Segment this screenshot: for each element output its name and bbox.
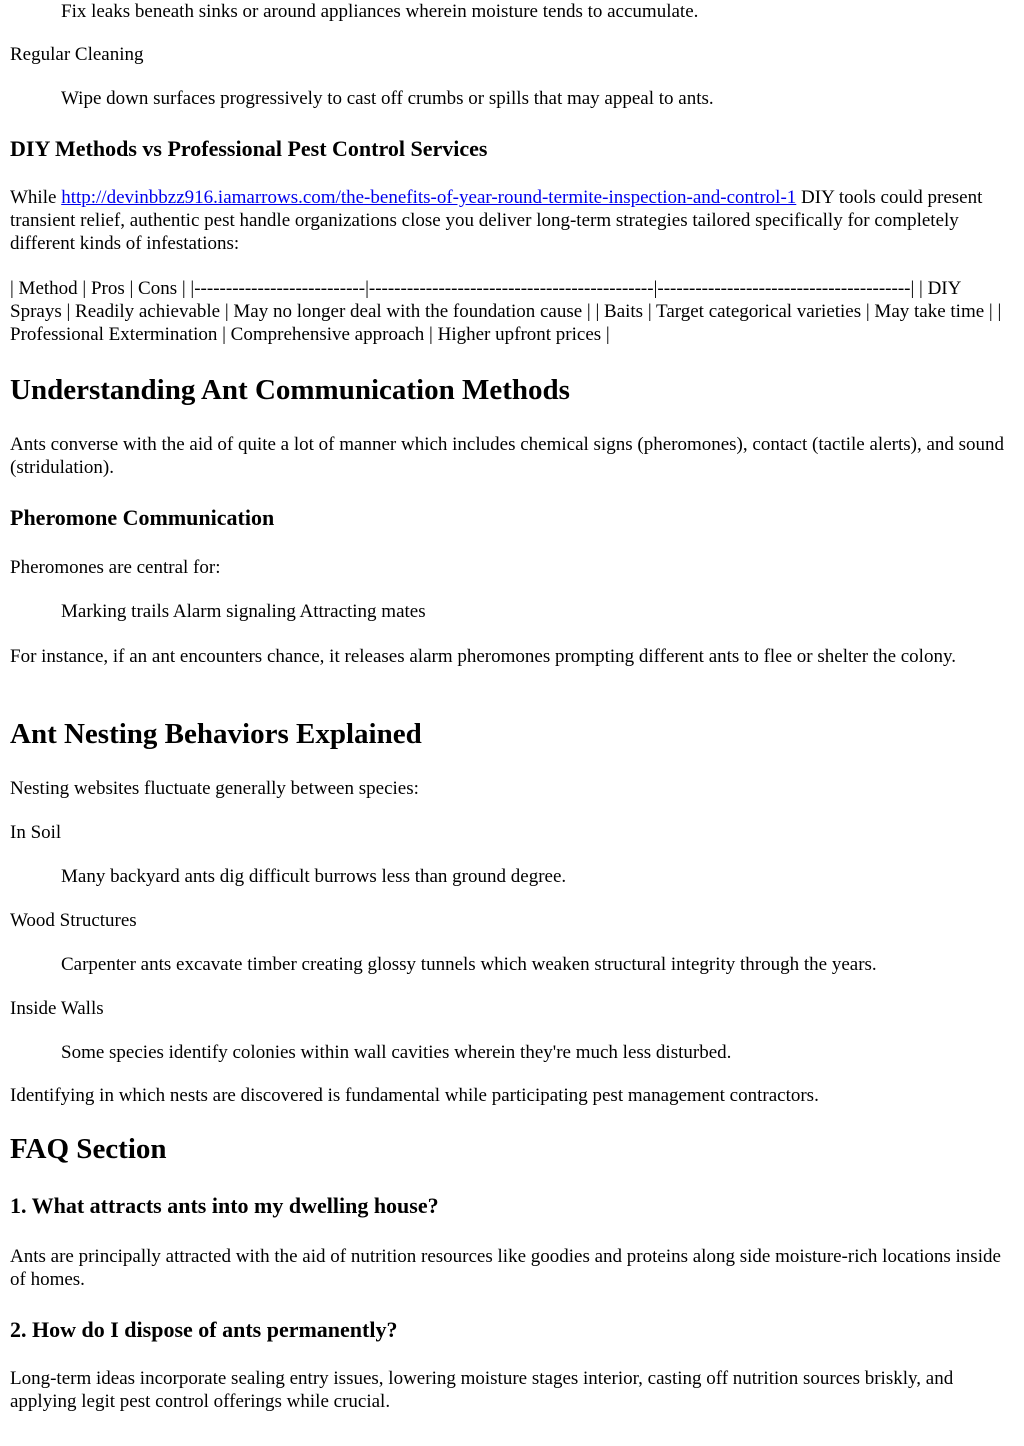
nesting-intro: Nesting websites fluctuate generally between species: xyxy=(10,778,419,799)
faq-answer-1: Ants are principally attracted with the aid of nutrition resources like goodies and proteins along side moisture-rich locations inside of homes. xyxy=(10,1246,1001,1290)
nesting-outro: Identifying in which nests are discovered is fundamental while participating pest management contractors. xyxy=(10,1085,819,1106)
nesting-desc-soil: Many backyard ants dig difficult burrows less than ground degree. xyxy=(61,866,567,887)
diy-vs-professional-heading: DIY Methods vs Professional Pest Control Services xyxy=(10,136,488,161)
methods-table-text: | Method | Pros | Cons | |---------------------------|---------------------------------------------|----------------------------------------| | DIY Sprays | Readily achievable | May no longer deal with the foundation cause | | Baits | Target categorical varieties | May take time | | Professional Extermination | Comprehensive approach | Higher upfront prices | xyxy=(10,278,1002,345)
regular-cleaning-term: Regular Cleaning xyxy=(10,44,144,65)
faq-answer-2: Long-term ideas incorporate sealing entry issues, lowering moisture stages interior, casting off nutrition sources briskly, and applying legit pest control offerings while crucial. xyxy=(10,1368,954,1412)
communication-heading: Understanding Ant Communication Methods xyxy=(10,374,570,406)
nesting-term-soil: In Soil xyxy=(10,822,62,843)
regular-cleaning-text: Wipe down surfaces progressively to cast off crumbs or spills that may appeal to ants. xyxy=(61,88,714,109)
faq-question-2: 2. How do I dispose of ants permanently? xyxy=(10,1317,398,1342)
nesting-desc-walls: Some species identify colonies within wall cavities wherein they're much less disturbed. xyxy=(61,1042,732,1063)
termite-inspection-link[interactable]: http://devinbbzz916.iamarrows.com/the-benefits-of-year-round-termite-inspection-and-control-1 xyxy=(61,187,797,208)
pheromone-lead: Pheromones are central for: xyxy=(10,557,221,578)
nesting-heading: Ant Nesting Behaviors Explained xyxy=(10,718,422,750)
diy-intro-after: DIY tools could present transient relief, authentic pest handle organizations close you deliver long-term strategies tailored specifically for completely different kinds of infestations: xyxy=(10,187,983,254)
pheromone-uses-list: Marking trails Alarm signaling Attracting mates xyxy=(61,601,426,622)
communication-intro: Ants converse with the aid of quite a lot of manner which includes chemical signs (pheromones), contact (tactile alerts), and sound (stridulation). xyxy=(10,434,1005,478)
diy-intro-before: While xyxy=(10,187,62,208)
faq-question-1: 1. What attracts ants into my dwelling house? xyxy=(10,1193,439,1218)
pheromone-example: For instance, if an ant encounters chance, it releases alarm pheromones prompting different ants to flee or shelter the colony. xyxy=(10,646,956,667)
moisture-tip-text: Fix leaks beneath sinks or around appliances wherein moisture tends to accumulate. xyxy=(61,1,699,22)
nesting-term-wood: Wood Structures xyxy=(10,910,137,931)
faq-heading: FAQ Section xyxy=(10,1133,167,1165)
diy-intro-paragraph xyxy=(10,186,1014,255)
nesting-term-walls: Inside Walls xyxy=(10,998,104,1019)
nesting-desc-wood: Carpenter ants excavate timber creating glossy tunnels which weaken structural integrity through the years. xyxy=(61,954,877,975)
pheromone-heading: Pheromone Communication xyxy=(10,505,275,530)
